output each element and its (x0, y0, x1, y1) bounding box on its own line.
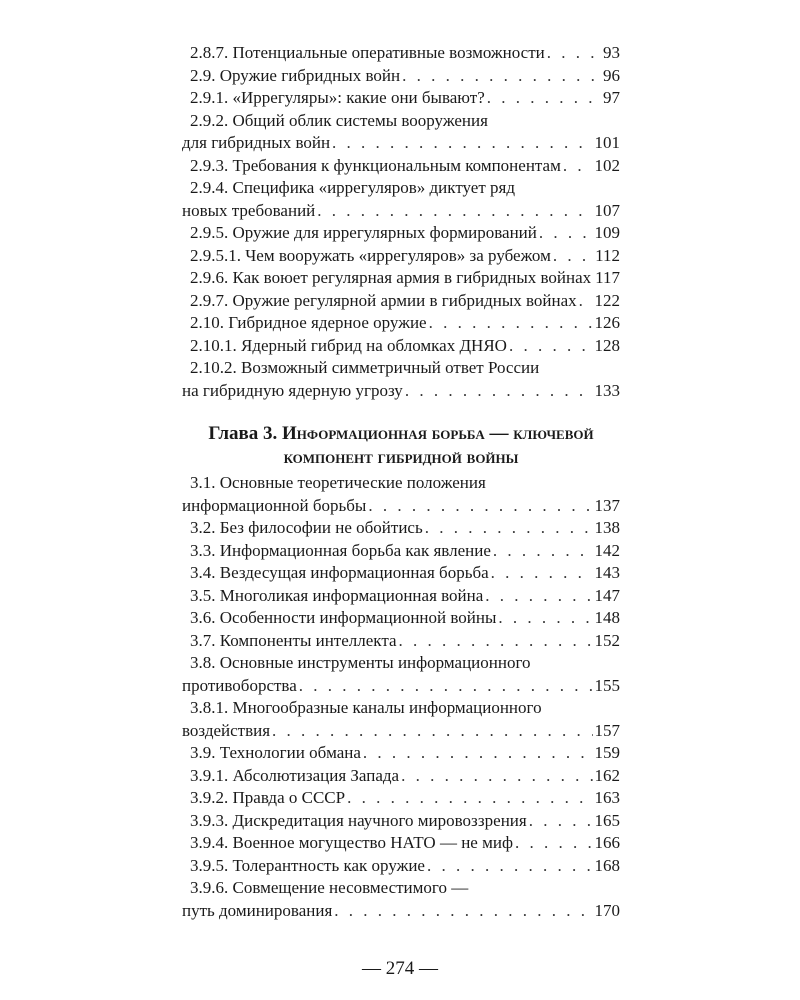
toc-entry-line (182, 200, 620, 223)
toc-entry-title: 3.9.5. Толерантность как оружие (190, 855, 425, 875)
toc-page-number: 143 (594, 563, 620, 582)
toc-entry-title: 2.10. Гибридное ядерное оружие (190, 313, 427, 332)
toc-entry-title: 3.1. Основные теоретические положения (190, 473, 486, 492)
toc-page-number: 122 (594, 290, 620, 310)
dot-leader (334, 900, 592, 923)
dot-leader (399, 630, 593, 653)
toc-entry-line (182, 472, 620, 495)
toc-entry-title: 3.9. Технологии обмана (190, 743, 361, 762)
toc-entry-line (182, 787, 620, 810)
toc-entry-title: новых требований (182, 200, 316, 220)
toc-entry-line (182, 697, 620, 720)
toc-entry-title: противоборства (182, 675, 297, 695)
toc-entry-line (182, 380, 620, 403)
toc-entry-line (182, 495, 620, 518)
toc-page-number: 165 (594, 810, 620, 830)
dot-leader (529, 810, 593, 833)
toc-entry-title: 2.9.4. Специфика «иррегуляров» диктует ряд (190, 178, 515, 197)
toc-entry-title: 2.9.7. Оружие регулярной армии в гибридных войнах (190, 290, 577, 310)
toc-entry-line (182, 335, 620, 358)
dot-leader (272, 720, 592, 743)
toc-entry (182, 607, 620, 630)
toc-entry-title: 3.4. Вездесущая информационная борьба (190, 563, 489, 582)
chapter-heading (182, 422, 620, 470)
toc-entry (182, 245, 620, 268)
toc-entry-line (182, 245, 620, 268)
toc-page-number: 166 (594, 833, 620, 852)
dot-leader (332, 132, 592, 155)
dot-leader (563, 155, 593, 178)
toc-entry-title: на гибридную ядерную угрозу (182, 380, 403, 400)
dot-leader (299, 675, 593, 698)
toc-entry-line (182, 900, 620, 923)
toc-entry-line (182, 832, 620, 855)
toc-entry (182, 810, 620, 833)
toc-entry-title: для гибридных войн (182, 133, 331, 152)
toc-page-number: 170 (594, 900, 620, 920)
toc-entry (182, 652, 620, 697)
dot-leader (429, 312, 593, 335)
toc-entry-line (182, 540, 620, 563)
toc-page-number: 142 (594, 540, 620, 560)
toc-entry-title: 2.9.1. «Иррегуляры»: какие они бывают? (190, 88, 485, 107)
toc-entry-line (182, 290, 620, 313)
dot-leader (425, 517, 593, 540)
dot-leader (509, 335, 593, 358)
toc-entry-title: 3.6. Особенности информационной войны (190, 608, 497, 627)
toc-entry-title: 3.3. Информационная борьба как явление (190, 540, 491, 560)
toc-entry (182, 222, 620, 245)
toc-page-number: 107 (594, 200, 620, 220)
toc-page-number: 155 (594, 675, 620, 695)
toc-entry (182, 42, 620, 65)
dot-leader (401, 765, 592, 788)
chapter-heading-line-1 (182, 422, 620, 446)
toc-entry (182, 65, 620, 88)
toc-page-number: 163 (594, 788, 620, 807)
toc-entry (182, 312, 620, 335)
toc-page-number: 162 (594, 765, 620, 785)
toc-entry-line (182, 855, 620, 878)
chapter-title-line-2: компонент гибридной войны (283, 447, 519, 468)
toc-entry-line (182, 810, 620, 833)
dot-leader (498, 607, 592, 630)
toc-entry-title: 3.5. Многоликая информационная война (190, 585, 484, 605)
toc-entry (182, 855, 620, 878)
toc-entry-title: 3.8. Основные инструменты информационного (190, 653, 531, 672)
toc-entry-title: 2.10.2. Возможный симметричный ответ России (190, 358, 540, 377)
toc-entry (182, 290, 620, 313)
dot-leader (579, 290, 593, 313)
toc-entry (182, 877, 620, 922)
toc-entry (182, 267, 620, 290)
dot-leader (363, 742, 593, 765)
toc-entry-title: информационной борьбы (182, 495, 367, 515)
toc-page-number: 157 (594, 720, 620, 740)
toc-entry-line (182, 607, 620, 630)
toc-entry-line (182, 42, 620, 65)
toc-entry-title: 3.9.2. Правда о СССР (190, 788, 346, 807)
toc-entry (182, 787, 620, 810)
toc-entry-title: путь доминирования (182, 900, 333, 920)
toc-entry-line (182, 675, 620, 698)
toc-entry-title: 2.9.5. Оружие для иррегулярных формирований (190, 223, 537, 242)
dot-leader (539, 222, 593, 245)
toc-page-number: 126 (594, 313, 620, 332)
table-of-contents (182, 42, 620, 922)
toc-page-number: 133 (594, 380, 620, 400)
toc-entry (182, 832, 620, 855)
toc-entry-title: воздействия (182, 720, 271, 740)
toc-entry-title: 2.9.3. Требования к функциональным компонентам (190, 155, 561, 175)
toc-entry-line (182, 562, 620, 585)
toc-entry-line (182, 222, 620, 245)
dot-leader (368, 495, 592, 518)
toc-entry-line (182, 877, 620, 900)
toc-page-number: 96 (603, 65, 620, 85)
dot-leader (515, 832, 593, 855)
dot-leader (317, 200, 592, 223)
dot-leader (402, 65, 600, 88)
toc-entry-title: 3.8.1. Многообразные каналы информационного (190, 698, 542, 717)
toc-entry-line (182, 357, 620, 380)
toc-entry-line (182, 65, 620, 88)
page-number: — 274 — (362, 958, 438, 979)
toc-page-number: 168 (594, 855, 620, 875)
toc-entry (182, 630, 620, 653)
dot-leader (487, 87, 600, 110)
toc-entry (182, 155, 620, 178)
dot-leader (491, 562, 593, 585)
toc-entry-title: 3.9.6. Совмещение несовместимого — (190, 878, 469, 897)
toc-page-number: 152 (594, 630, 620, 650)
toc-entry-line (182, 267, 620, 290)
toc-entry-line (182, 517, 620, 540)
toc-entry-line (182, 177, 620, 200)
toc-entry-line (182, 87, 620, 110)
toc-entry-line (182, 155, 620, 178)
toc-entry-title: 2.10.1. Ядерный гибрид на обломках ДНЯО (190, 335, 507, 355)
chapter-prefix: Глава 3. (208, 423, 278, 444)
toc-page-number: 97 (603, 88, 620, 107)
dot-leader (485, 585, 592, 608)
toc-entry (182, 177, 620, 222)
toc-page-number: 137 (594, 495, 620, 515)
toc-entry (182, 335, 620, 358)
toc-entry-line (182, 765, 620, 788)
dot-leader (427, 855, 593, 878)
toc-page-number: 112 (595, 245, 620, 265)
toc-page-number: 128 (594, 335, 620, 355)
toc-entry-line (182, 742, 620, 765)
toc-entry (182, 765, 620, 788)
toc-entry-title: 2.9. Оружие гибридных войн (190, 65, 401, 85)
toc-entry-title: 2.8.7. Потенциальные оперативные возможности (190, 43, 545, 62)
toc-page-number: 109 (594, 223, 620, 242)
toc-page-number: 159 (594, 743, 620, 762)
toc-entry (182, 562, 620, 585)
toc-entry (182, 110, 620, 155)
chapter-title-line-1: Информационная борьба — ключевой (282, 423, 594, 444)
toc-page-number: 101 (594, 133, 620, 152)
dot-leader (553, 245, 593, 268)
dot-leader (493, 540, 593, 563)
toc-entry-line (182, 585, 620, 608)
toc-entry-title: 3.9.3. Дискредитация научного мировоззрения (190, 810, 527, 830)
toc-entry-line (182, 132, 620, 155)
toc-entry-title: 2.9.2. Общий облик системы вооружения (190, 110, 488, 130)
toc-entry-title: 3.9.1. Абсолютизация Запада (190, 765, 400, 785)
toc-page-number: 138 (594, 518, 620, 537)
toc-entry-title: 3.7. Компоненты интеллекта (190, 630, 397, 650)
toc-page-number: 102 (594, 155, 620, 175)
toc-page-number: 147 (594, 585, 620, 605)
toc-page-number: 148 (594, 608, 620, 627)
toc-section-chapter-3 (182, 472, 620, 922)
toc-page-number: 93 (603, 43, 620, 62)
toc-entry (182, 472, 620, 517)
toc-entry (182, 517, 620, 540)
toc-entry-title: 3.9.4. Военное могущество НАТО — не миф (190, 833, 513, 852)
toc-section-chapter-2 (182, 42, 620, 402)
dot-leader (547, 42, 600, 65)
dot-leader (347, 787, 592, 810)
toc-entry-line (182, 720, 620, 743)
toc-page-number: 117 (595, 268, 621, 287)
toc-entry-title: 2.9.5.1. Чем вооружать «иррегуляров» за рубежом (190, 245, 551, 265)
toc-entry (182, 87, 620, 110)
toc-entry (182, 697, 620, 742)
toc-entry-line (182, 312, 620, 335)
toc-entry (182, 585, 620, 608)
dot-leader (405, 380, 593, 403)
toc-entry (182, 357, 620, 402)
toc-entry-title: 3.2. Без философии не обойтись (190, 518, 423, 537)
toc-entry-line (182, 110, 620, 133)
toc-entry (182, 540, 620, 563)
toc-entry-title: 2.9.6. Как воюет регулярная армия в гибридных войнах (190, 268, 592, 287)
toc-entry-line (182, 630, 620, 653)
toc-entry-line (182, 652, 620, 675)
toc-entry (182, 742, 620, 765)
